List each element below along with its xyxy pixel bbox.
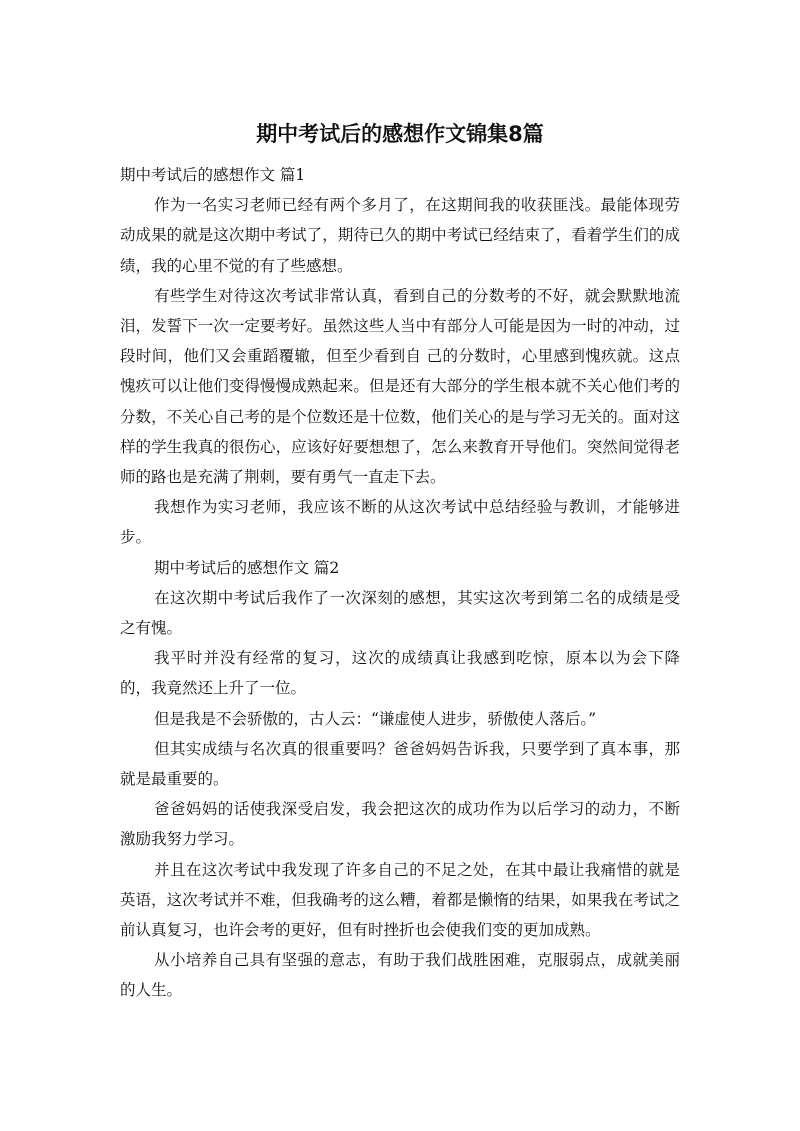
- body-paragraph: 并且在这次考试中我发现了许多自己的不足之处，在其中最让我痛惜的就是英语，这次考试并不难，但我确考的这么糟，着都是懒惰的结果，如果我在考试之前认真复习，也许会考的更好，但有时挫折也会使我们变的更加成熟。: [120, 860, 680, 940]
- body-paragraph: 我平时并没有经常的复习，这次的成绩真让我感到吃惊，原本以为会下降的，我竟然还上升了一位。: [120, 649, 680, 698]
- body-paragraph: 作为一名实习老师已经有两个多月了，在这期间我的收获匪浅。最能体现劳动成果的就是这次期中考试了，期待已久的期中考试已经结束了，看着学生们的成绩，我的心里不觉的有了些感想。: [120, 196, 680, 275]
- body-paragraph: 爸爸妈妈的话使我深受启发，我会把这次的成功作为以后学习的动力，不断激励我努力学习。: [120, 800, 680, 849]
- document-title: 期中考试后的感想作文锦集8篇: [256, 122, 544, 146]
- section-heading: 期中考试后的感想作文 篇1: [120, 166, 306, 184]
- body-paragraph: 在这次期中考试后我作了一次深刻的感想，其实这次考到第二名的成绩是受之有愧。: [120, 588, 680, 638]
- body-paragraph: 但是我是不会骄傲的，古人云：“谦虚使人进步，骄傲使人落后。”: [154, 709, 597, 728]
- section-heading: 期中考试后的感想作文 篇2: [154, 558, 340, 577]
- body-paragraph: 我想作为实习老师，我应该不断的从这次考试中总结经验与教训，才能够进步。: [120, 498, 680, 547]
- body-paragraph: 有些学生对待这次考试非常认真，看到自己的分数考的不好，就会默默地流泪，发誓下一次一定要考好。虽然这些人当中有部分人可能是因为一时的冲动，过段时间，他们又会重蹈覆辙，但至少看到自 己的分数时，心里感到愧疚就。这点愧疚可以让他们变得慢慢成熟起来。但是还有大部分的学生根本就不关心他们考的分数，不关心自己考的是个位数还是十位数，他们关心的是与学习无关的。面对这 样的学生我真的很伤心，应该好好要想想了，怎么来教育开导他们。突然间觉得老师的路也是充满了荆刺，要有勇气一直走下去。: [120, 286, 680, 487]
- body-paragraph: 从小培养自己具有坚强的意志，有助于我们战胜困难，克服弱点，成就美丽的人生。: [120, 951, 680, 1000]
- document-body: [120, 160, 680, 1006]
- body-paragraph: 但其实成绩与名次真的很重要吗？爸爸妈妈告诉我，只要学到了真本事，那就是最重要的。: [120, 739, 680, 789]
